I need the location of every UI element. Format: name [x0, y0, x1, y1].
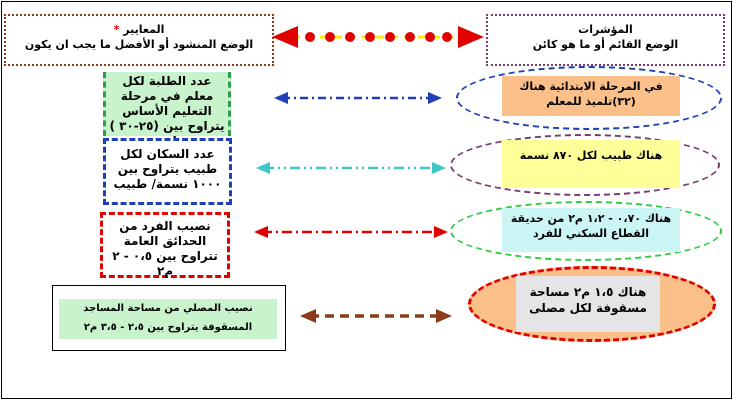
standard-text-2: عدد السكان لكل طبيب يتراوح بين ١٠٠٠ نسمة/ طبيب: [113, 147, 222, 191]
row4-arrow: [300, 309, 452, 323]
standard-text-3: نصيب الفرد من الحدائق العامة تتراوح بين ٠،٥ - ٢ م٢: [112, 219, 218, 278]
standard-box-2: [103, 138, 232, 205]
standard-text-4: نصيب المصلي من مساحة المساجد المسقوفة يتراوح بين ٢،٥ - ٣،٥ م٢: [83, 303, 253, 333]
header-double-arrow: [272, 26, 484, 48]
standard-box-1: [103, 72, 231, 136]
standard-box-4: [59, 299, 277, 339]
indicator-text-1: في المرحلة الابتدائية هناك (٣٢)تلميذ للمعلم: [519, 80, 663, 108]
standard-outer-4: [52, 285, 286, 351]
indicators-title: المؤشرات: [578, 23, 633, 36]
indicator-box-1: [502, 76, 680, 116]
standards-title: المعايير: [123, 23, 165, 36]
indicator-text-2: هناك طبيب لكل ٨٧٠ نسمة: [519, 149, 663, 162]
row3-arrow: [254, 226, 448, 238]
standard-text-1: عدد الطلبة لكل معلم في مرحلة التعليم الأساس يتراوح بين (٢٥-٣٠ ): [109, 74, 225, 133]
indicator-box-2: [502, 140, 680, 188]
indicator-text-3: هناك ٠،٧٠ - ١،٢ م٢ من حديقة القطاع السكني للفرد: [510, 212, 672, 240]
indicators-subtitle: الوضع القائم أو ما هو كائن: [532, 38, 679, 51]
indicator-box-3: [502, 208, 680, 252]
row1-arrow: [274, 92, 442, 104]
indicator-box-4: [516, 276, 660, 332]
indicator-text-4: هناك ١،٥ م٢ مساحة مسقوفة لكل مصلى: [529, 285, 647, 315]
star-marker: *: [113, 23, 120, 36]
standard-box-3: [100, 212, 230, 278]
standards-subtitle: الوضع المنشود أو الأفضل ما يجب ان يكون: [24, 38, 254, 51]
row2-arrow: [256, 162, 446, 174]
